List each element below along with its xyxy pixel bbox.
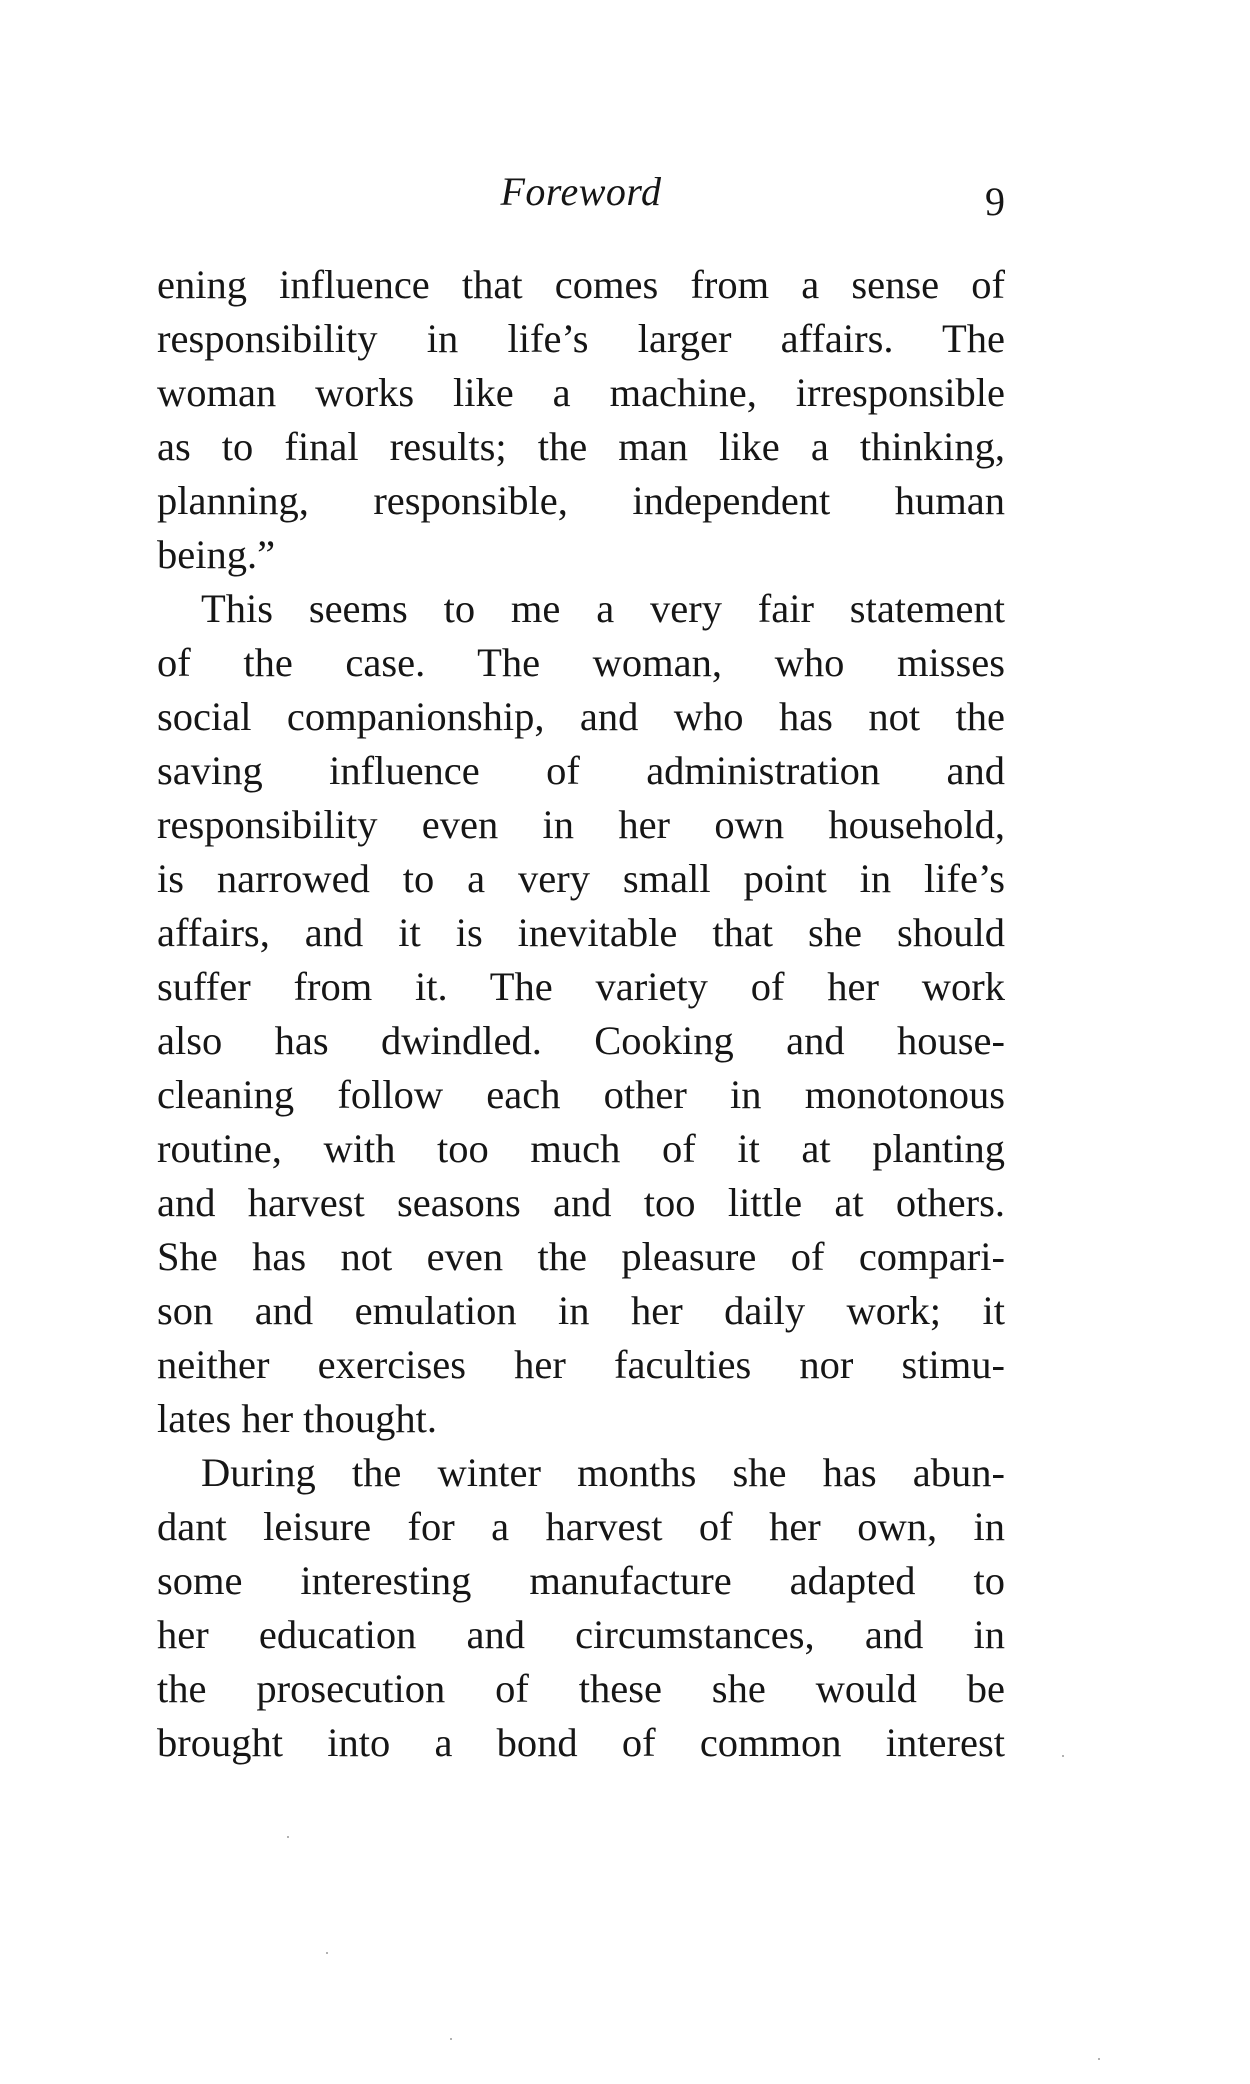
paragraph-2 <box>157 582 1005 1446</box>
text-line: woman works like a machine, irresponsible <box>157 370 1005 415</box>
text-line: responsibility even in her own household, <box>157 802 1005 847</box>
text-line: is narrowed to a very small point in life’s <box>157 856 1005 901</box>
paper-speck <box>1062 1755 1064 1757</box>
text-line: some interesting manufacture adapted to <box>157 1558 1005 1603</box>
text-line: routine, with too much of it at planting <box>157 1126 1005 1171</box>
text-line: neither exercises her faculties nor stimu- <box>157 1342 1005 1387</box>
text-line: suffer from it. The variety of her work <box>157 964 1005 1009</box>
text-line: lates her thought. <box>157 1396 438 1441</box>
paper-speck <box>1098 2058 1100 2060</box>
paper-speck <box>326 1952 328 1954</box>
paper-speck <box>287 1836 289 1838</box>
text-line: She has not even the pleasure of compari- <box>157 1234 1005 1279</box>
text-line: as to final results; the man like a thinking, <box>157 424 1005 469</box>
text-line: and harvest seasons and too little at others. <box>157 1180 1005 1225</box>
paragraph-3 <box>157 1446 1005 1770</box>
text-line: This seems to me a very fair statement <box>201 586 1005 631</box>
text-line: saving influence of administration and <box>157 748 1005 793</box>
text-line: brought into a bond of common interest <box>157 1720 1005 1765</box>
text-line: social companionship, and who has not the <box>157 694 1005 739</box>
text-line: affairs, and it is inevitable that she should <box>157 910 1005 955</box>
text-line: During the winter months she has abun- <box>201 1450 1005 1495</box>
paragraph-1 <box>157 258 1005 582</box>
text-line: of the case. The woman, who misses <box>157 640 1005 685</box>
text-line: also has dwindled. Cooking and house- <box>157 1018 1005 1063</box>
running-title: Foreword <box>500 169 662 214</box>
body-text <box>157 258 1005 1770</box>
running-head <box>157 168 1005 228</box>
paper-speck <box>450 2038 452 2040</box>
text-line: planning, responsible, independent human <box>157 478 1005 523</box>
text-line: being.” <box>157 532 276 577</box>
text-line: her education and circumstances, and in <box>157 1612 1005 1657</box>
text-line: responsibility in life’s larger affairs. The <box>157 316 1005 361</box>
text-line: son and emulation in her daily work; it <box>157 1288 1005 1333</box>
text-line: cleaning follow each other in monotonous <box>157 1072 1005 1117</box>
text-line: the prosecution of these she would be <box>157 1666 1005 1711</box>
text-line: dant leisure for a harvest of her own, in <box>157 1504 1005 1549</box>
text-line: ening influence that comes from a sense of <box>157 262 1005 307</box>
page-number: 9 <box>985 179 1005 224</box>
